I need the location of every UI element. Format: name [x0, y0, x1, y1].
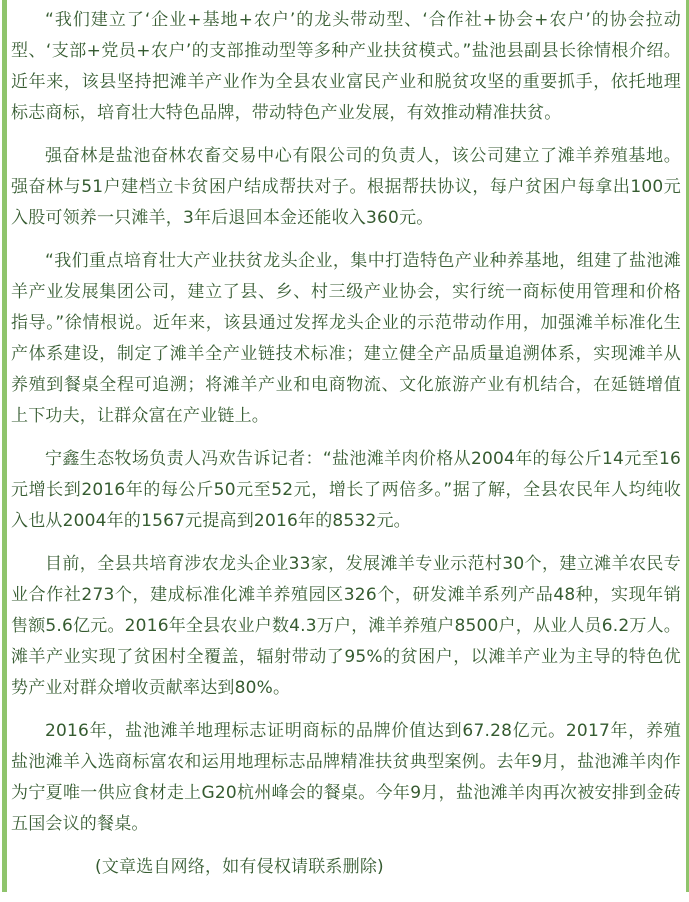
article-paragraph-2: 强奋林是盐池奋林农畜交易中心有限公司的负责人，该公司建立了滩羊养殖基地。强奋林与51户建档立卡贫困户结成帮扶对子。根据帮扶协议，每户贫困户每拿出100元入股可领养一只滩羊，3年后退回本金还能收入360元。: [11, 146, 681, 228]
article-paragraph-4: 宁鑫生态牧场负责人冯欢告诉记者：“盐池滩羊肉价格从2004年的每公斤14元至16元增长到2016年的每公斤50元至52元，增长了两倍多。”据了解，全县农民年人均纯收入也从2004年的1567元提高到2016年的8532元。: [11, 449, 681, 531]
source-disclaimer: (文章选自网络，如有侵权请联系删除): [95, 857, 384, 877]
article-paragraph-1: “我们建立了‘企业+基地+农户’的龙头带动型、‘合作社+协会+农户’的协会拉动型、‘支部+党员+农户’的支部推动型等多种产业扶贫模式。”盐池县副县长徐情根介绍。近年来，该县坚持把滩羊产业作为全县农业富民产业和脱贫攻坚的重要抓手，依托地理标志商标，培育壮大特色品牌，带动特色产业发展，有效推动精准扶贫。: [11, 10, 681, 123]
article-paragraph-3: “我们重点培育壮大产业扶贫龙头企业，集中打造特色产业种养基地，组建了盐池滩羊产业发展集团公司，建立了县、乡、村三级产业协会，实行统一商标使用管理和价格指导。”徐情根说。近年来，该县通过发挥龙头企业的示范带动作用，加强滩羊标准化生产体系建设，制定了滩羊全产业链技术标准；建立健全产品质量追溯体系，实现滩羊从养殖到餐桌全程可追溯；将滩羊产业和电商物流、文化旅游产业有机结合，在延链增值上下功夫，让群众富在产业链上。: [11, 251, 681, 426]
article-paragraph-6: 2016年，盐池滩羊地理标志证明商标的品牌价值达到67.28亿元。2017年，养殖盐池滩羊入选商标富农和运用地理标志品牌精准扶贫典型案例。去年9月，盐池滩羊肉作为宁夏唯一供应食材走上G20杭州峰会的餐桌。今年9月，盐池滩羊肉再次被安排到金砖五国会议的餐桌。: [11, 721, 681, 834]
article-paragraph-5: 目前，全县共培育涉农龙头企业33家，发展滩羊专业示范村30个，建立滩羊农民专业合作社273个，建成标准化滩羊养殖园区326个，研发滩羊系列产品48种，实现年销售额5.6亿元。2016年全县农业户数4.3万户，滩羊养殖户8500户，从业人员6.2万人。滩羊产业实现了贫困村全覆盖，辐射带动了95%的贫困户，以滩羊产业为主导的特色优势产业对群众增收贡献率达到80%。: [11, 554, 681, 698]
